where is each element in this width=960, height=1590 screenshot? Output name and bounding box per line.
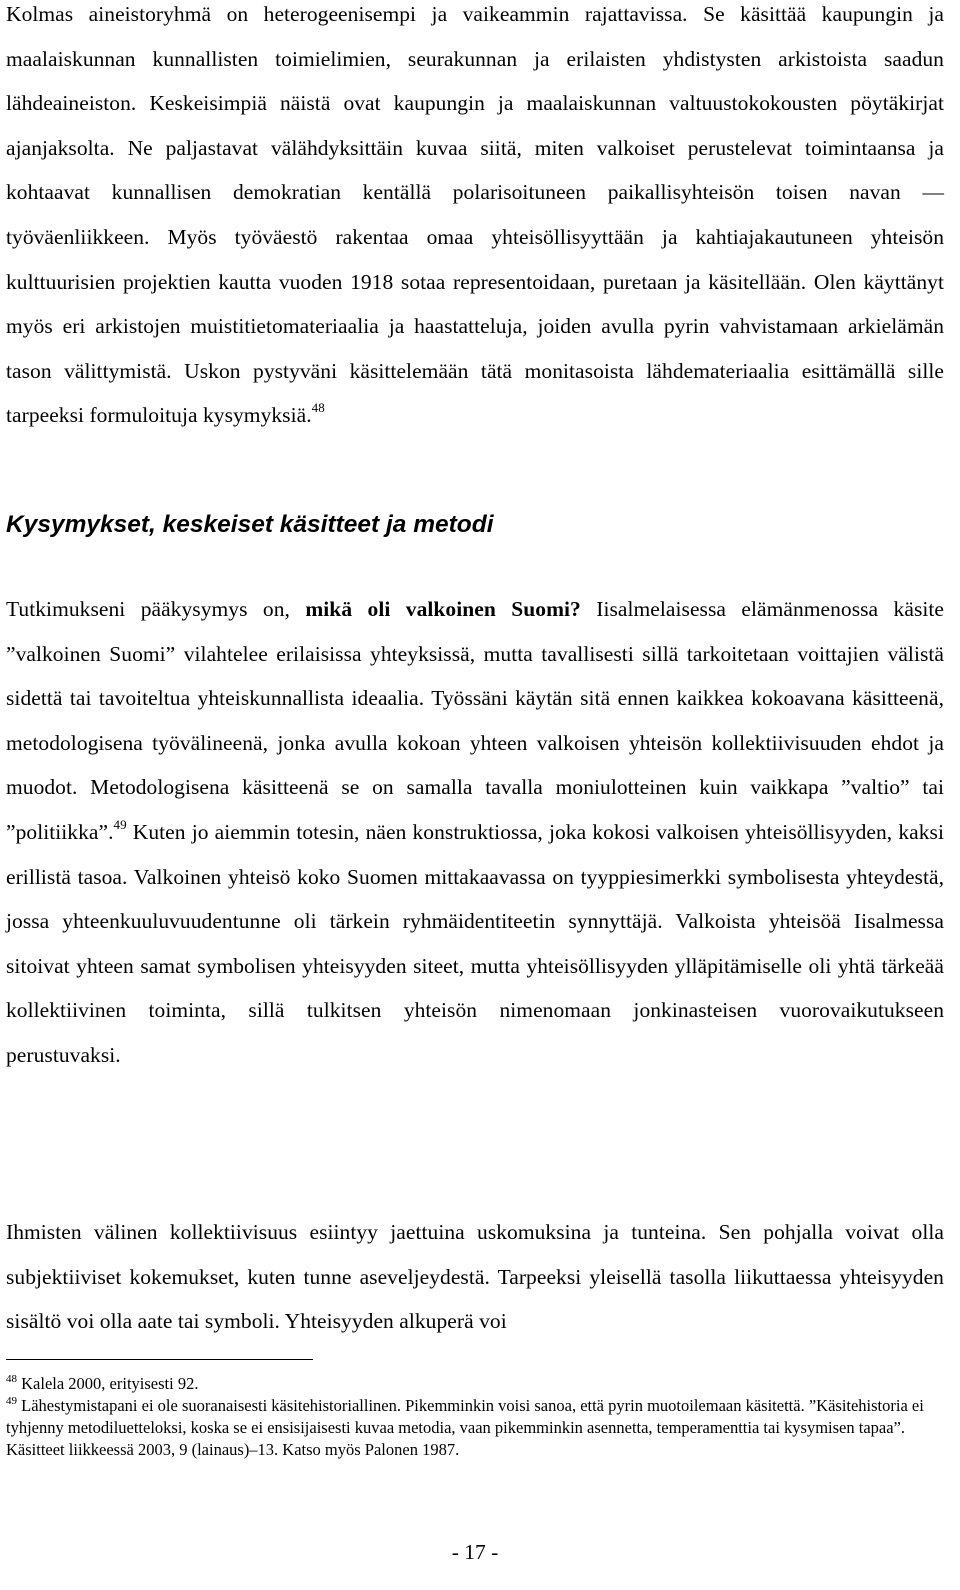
footnotes: [6, 1373, 936, 1461]
paragraph-research-question-continuation: Kuten jo aiemmin totesin, näen konstruktiossa, joka kokosi valkoisen yhteisöllisyyden, kaksi erillistä tasoa. Valkoinen yhteisö koko Suomen mittakaavassa on tyyppiesimerkki symbolisesta yhteydestä, jossa yhteenkuuluvuudentunne oli tärkein ryhmäidentiteetin synnyttäjä. Valkoista yhteisöä Iisalmessa sitoivat yhteen samat symbolisen yhteisyyden siteet, mutta yhteisöllisyyden ylläpitämiselle oli yhtä tärkeää kollektiivinen toiminta, sillä tulkitsen yhteisön nimenomaan jonkinasteisen vuorovaikutukseen perustuvaksi.: [6, 819, 944, 1067]
paragraph-sources: [6, 0, 944, 438]
page-number: - 17 -: [451, 1540, 499, 1564]
section-heading: Kysymykset, keskeiset käsitteet ja metodi: [6, 511, 494, 538]
footnote-49: [6, 1395, 936, 1461]
footnote-divider: [6, 1359, 313, 1360]
footnote-48: [6, 1373, 936, 1395]
footnote-ref-49[interactable]: 49: [113, 816, 127, 832]
footnote-ref-48[interactable]: 48: [311, 400, 325, 416]
footnote-text: Kalela 2000, erityisesti 92.: [17, 1374, 199, 1393]
footnote-number: 49: [6, 1394, 17, 1407]
document-page: [6, 0, 944, 1590]
footnote-text: Lähestymistapani ei ole suoranaisesti käsitehistoriallinen. Pikemminkin voisi sanoa, että pyrin muotoilemaan käsitettä. ”Käsitehistoria ei tyhjenny metodiluetteloksi, koska se ei ensisijaisesti kuvaa metodia, vaan pikemminkin asennetta, temperamenttia tai kysymisen tapaa”. Käsitteet liikkeessä 2003, 9 (lainaus)–13. Katso myös Palonen 1987.: [6, 1396, 924, 1459]
paragraph-research-question-intro: Tutkimukseni pääkysymys on,: [6, 597, 306, 621]
paragraph-research-question: [6, 587, 944, 1078]
paragraph-sources-text: Kolmas aineistoryhmä on heterogeenisempi ja vaikeammin rajattavissa. Se käsittää kaupungin ja maalaiskunnan kunnallisten toimielimien, seurakunnan ja erilaisten yhdistysten arkistoista saadun lähdeaineiston. Keskeisimpiä näistä ovat kaupungin ja maalaiskunnan valtuustokokousten pöytäkirjat ajanjaksolta. Ne paljastavat välähdyksittäin kuvaa siitä, miten valkoiset perustelevat toimintaansa ja kohtaavat kunnallisen demokratian kentällä polarisoituneen paikallisyhteisön toisen navan — työväenliikkeen. Myös työväestö rakentaa omaa yhteisöllisyyttään ja kahtiajakautuneen yhteisön kulttuurisien projektien kautta vuoden 1918 sotaa representoidaan, puretaan ja käsitellään. Olen käyttänyt myös eri arkistojen muistitietomateriaalia ja haastatteluja, joiden avulla pyrin vahvistamaan arkielämän tason välittymistä. Uskon pystyväni käsittelemään tätä monitasoista lähdemateriaalia esittämällä sille tarpeeksi formuloituja kysymyksiä.: [6, 2, 944, 428]
research-question-bold: mikä oli valkoinen Suomi?: [305, 597, 581, 621]
paragraph-research-question-body: Iisalmelaisessa elämänmenossa käsite ”valkoinen Suomi” vilahtelee erilaisissa yhteyksissä, mutta tavallisesti sillä tarkoitetaan voittajien välistä sidettä tai tavoiteltua yhteiskunnallista ideaalia. Työssäni käytän sitä ennen kaikkea kokoavana käsitteenä, metodologisena työvälineenä, jonka avulla kokoan yhteen valkoisen yhteisön kollektiivisuuden ehdot ja muodot. Metodologisena käsitteenä se on samalla tavalla moniulotteinen kuin vaikkapa ”valtio” tai ”politiikka”.: [6, 597, 945, 844]
paragraph-collectivity: Ihmisten välinen kollektiivisuus esiintyy jaettuina uskomuksina ja tunteina. Sen pohjalla voivat olla subjektiiviset kokemukset, kuten tunne aseveljeydestä. Tarpeeksi yleisellä tasolla liikuttaessa yhteisyyden sisältö voi olla aate tai symboli. Yhteisyyden alkuperä voi: [6, 1220, 944, 1334]
footnote-number: 48: [6, 1372, 17, 1385]
